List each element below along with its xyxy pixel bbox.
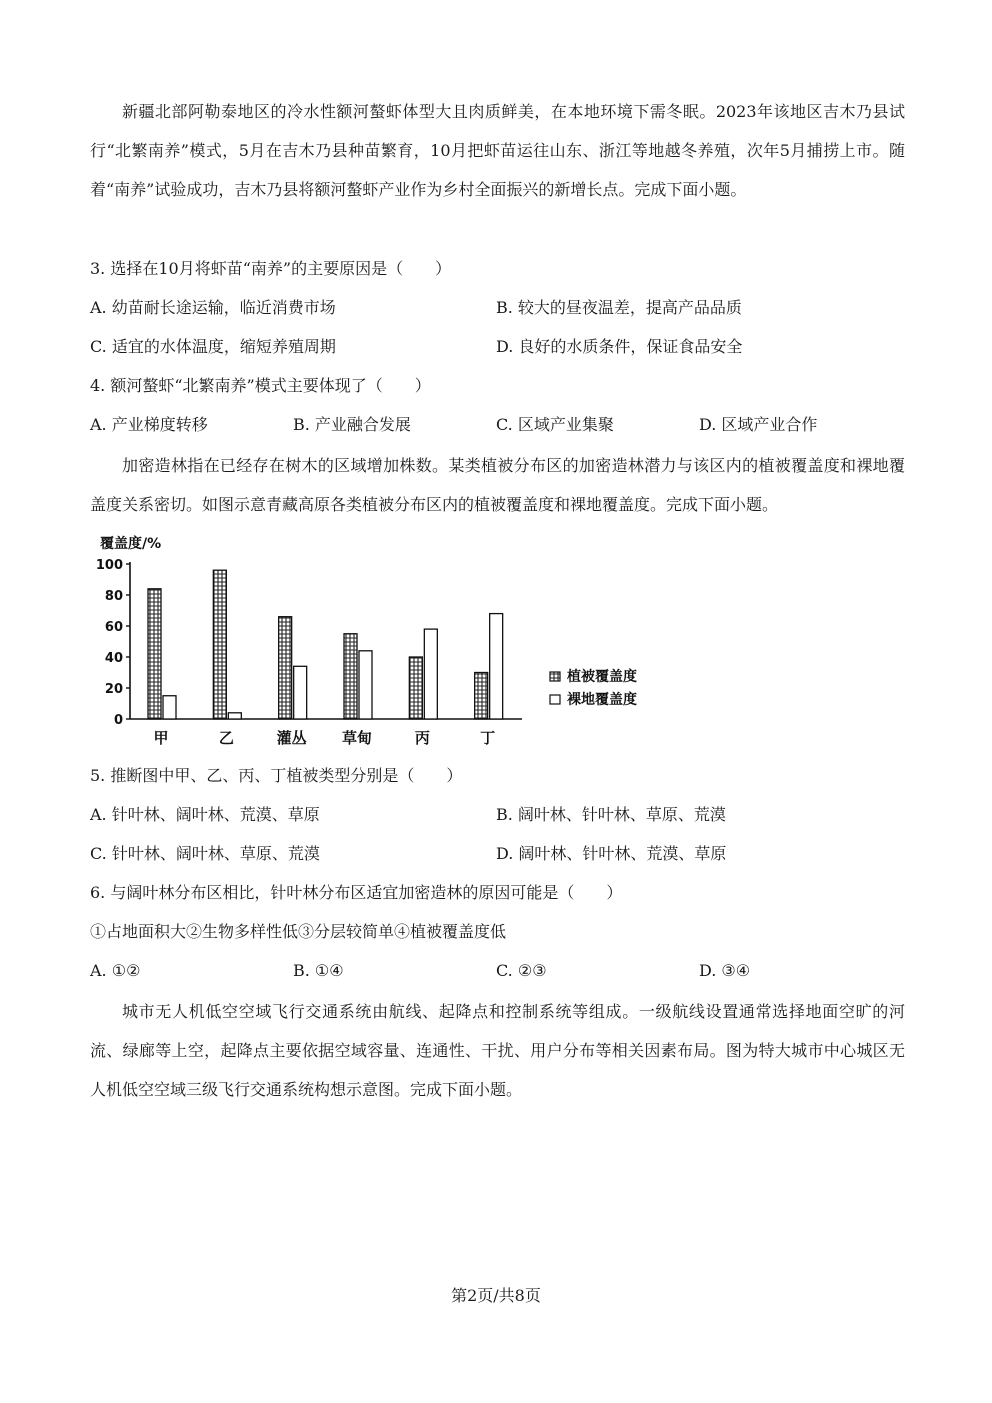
vegetation-cover-bar	[344, 634, 357, 719]
vegetation-cover-bar	[475, 673, 488, 720]
question-6-option-c: C. ②③	[496, 961, 547, 980]
question-5-option-b: B. 阔叶林、针叶林、草原、荒漠	[496, 805, 726, 824]
legend-swatch-vegetation	[550, 672, 560, 681]
legend-label-vegetation: 植被覆盖度	[567, 669, 637, 685]
chart-ylabel: 覆盖度/%	[100, 536, 162, 552]
chart-category-label: 甲	[153, 729, 169, 747]
question-3-option-c: C. 适宜的水体温度，缩短养殖周期	[90, 337, 336, 356]
question-5-stem: 5. 推断图中甲、乙、丙、丁植被类型分别是（ ）	[90, 766, 463, 785]
question-5-option-d: D. 阔叶林、针叶林、荒漠、草原	[496, 844, 727, 863]
bare-land-cover-bar	[294, 666, 307, 719]
chart-y-tick-label: 20	[104, 682, 123, 697]
question-4-option-a: A. 产业梯度转移	[90, 415, 208, 434]
page-footer: 第2页/共8页	[451, 1286, 541, 1305]
intro-paragraph-3: 城市无人机低空空域飞行交通系统由航线、起降点和控制系统等组成。一级航线设置通常选择地面空旷的河流、绿廊等上空，起降点主要依据空域容量、连通性、干扰、用户分布等相关因素布局。图为特大城市中心城区无人机低空空域三级飞行交通系统构想示意图。完成下面小题。	[90, 1002, 905, 1099]
intro-paragraph-1: 新疆北部阿勒泰地区的冷水性额河螯虾体型大且肉质鲜美，在本地环境下需冬眠。2023年该地区吉木乃县试行“北繁南养”模式，5月在吉木乃县种苗繁育，10月把虾苗运往山东、浙江等地越冬养殖，次年5月捕捞上市。随着“南养”试验成功，吉木乃县将额河螯虾产业作为乡村全面振兴的新增长点。完成下面小题。	[90, 102, 905, 199]
legend-label-bare-land: 裸地覆盖度	[567, 692, 637, 708]
question-6-stem: 6. 与阔叶林分布区相比，针叶林分布区适宜加密造林的原因可能是（ ）	[90, 883, 623, 902]
question-4-option-b: B. 产业融合发展	[293, 415, 411, 434]
question-5-option-c: C. 针叶林、阔叶林、草原、荒漠	[90, 844, 320, 863]
legend-swatch-bare-land	[550, 695, 560, 704]
question-4-option-c: C. 区域产业集聚	[496, 415, 614, 434]
vegetation-cover-bar	[279, 617, 292, 719]
vegetation-cover-bar	[148, 589, 161, 719]
chart-category-label: 乙	[218, 729, 234, 747]
chart-category-label: 丁	[480, 729, 496, 747]
bare-land-cover-bar	[424, 629, 437, 719]
chart-y-tick-label: 100	[95, 558, 123, 573]
bare-land-cover-bar	[490, 614, 503, 719]
question-3-option-d: D. 良好的水质条件，保证食品安全	[496, 337, 743, 356]
chart-y-tick-label: 80	[104, 589, 123, 604]
vegetation-cover-bar	[409, 657, 422, 719]
coverage-bar-chart	[92, 528, 672, 753]
question-4-option-d: D. 区域产业合作	[699, 415, 818, 434]
bare-land-cover-bar	[359, 651, 372, 719]
intro-paragraph-2: 加密造林指在已经存在树木的区域增加株数。某类植被分布区的加密造林潜力与该区内的植被覆盖度和裸地覆盖度关系密切。如图示意青藏高原各类植被分布区内的植被覆盖度和裸地覆盖度。完成下面小题。	[90, 456, 905, 514]
vegetation-cover-bar	[213, 570, 226, 719]
chart-category-label: 丙	[414, 729, 430, 747]
question-3-option-a: A. 幼苗耐长途运输，临近消费市场	[90, 298, 336, 317]
bare-land-cover-bar	[163, 696, 176, 719]
chart-category-label: 灌丛	[276, 729, 307, 747]
question-3-stem: 3. 选择在10月将虾苗“南养”的主要原因是（ ）	[90, 259, 452, 278]
question-6-option-b: B. ①④	[293, 961, 344, 980]
question-6-option-d: D. ③④	[699, 961, 751, 980]
question-6-option-a: A. ①②	[90, 961, 141, 980]
chart-category-label: 草甸	[341, 729, 373, 747]
bare-land-cover-bar	[228, 713, 241, 719]
question-5-option-a: A. 针叶林、阔叶林、荒漠、草原	[90, 805, 320, 824]
question-4-stem: 4. 额河螯虾“北繁南养”模式主要体现了（ ）	[90, 376, 431, 395]
chart-y-tick-label: 40	[104, 651, 123, 666]
question-6-items: ①占地面积大②生物多样性低③分层较简单④植被覆盖度低	[90, 922, 507, 941]
question-3-option-b: B. 较大的昼夜温差，提高产品品质	[496, 298, 742, 317]
chart-y-tick-label: 60	[104, 620, 123, 635]
chart-y-tick-label: 0	[113, 713, 123, 728]
